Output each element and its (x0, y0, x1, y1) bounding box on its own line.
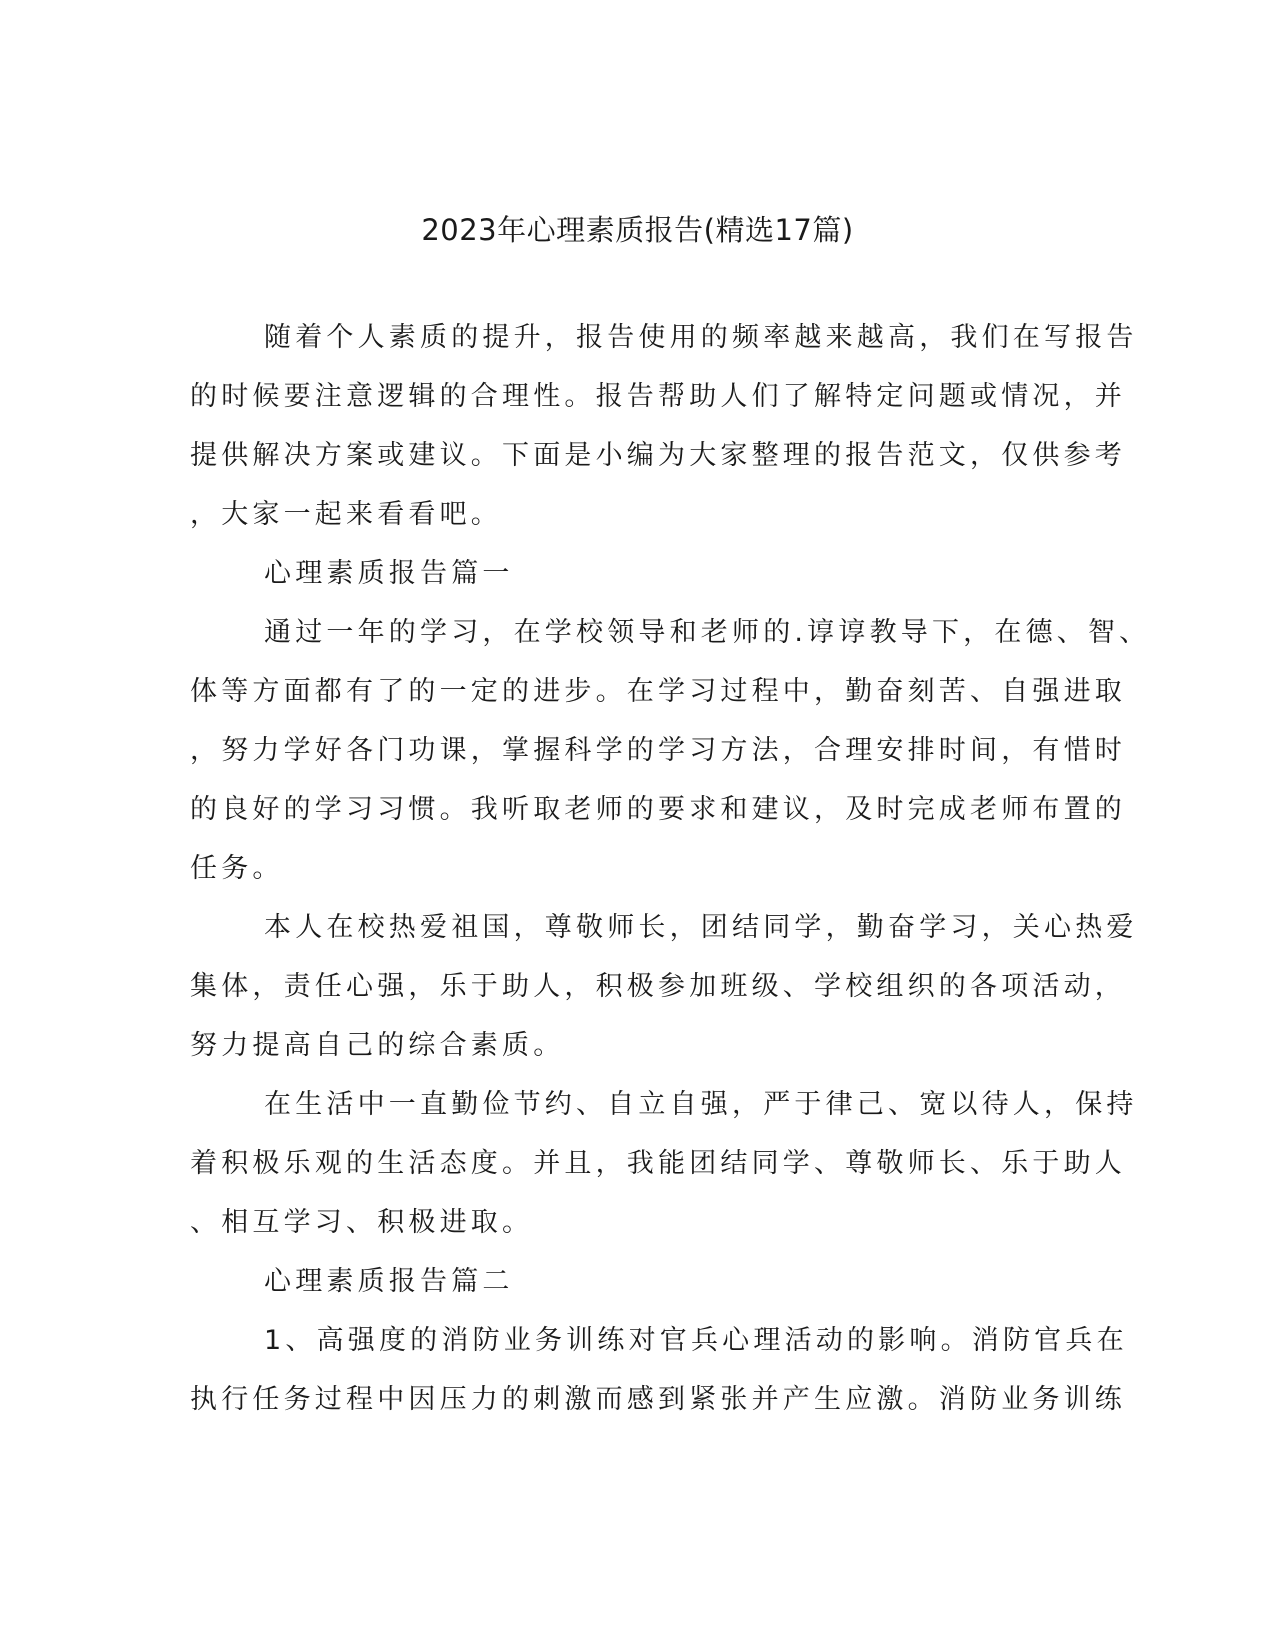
paragraph-1-line-5: 任务。 (190, 853, 284, 884)
paragraph-intro-line-3: 提供解决方案或建议。下面是小编为大家整理的报告范文，仅供参考 (190, 440, 1126, 471)
paragraph-2-line-2: 集体，责任心强，乐于助人，积极参加班级、学校组织的各项活动， (190, 971, 1126, 1002)
paragraph-4-line-2: 执行任务过程中因压力的刺激而感到紧张并产生应激。消防业务训练 (190, 1384, 1126, 1415)
section-heading-1: 心理素质报告篇一 (264, 558, 514, 589)
paragraph-3-line-2: 着积极乐观的生活态度。并且，我能团结同学、尊敬师长、乐于助人 (190, 1148, 1126, 1179)
paragraph-intro-line-1: 随着个人素质的提升，报告使用的频率越来越高，我们在写报告 (264, 322, 1138, 353)
paragraph-1-line-4: 的良好的学习习惯。我听取老师的要求和建议，及时完成老师布置的 (190, 794, 1126, 825)
paragraph-4-line-1: 1、高强度的消防业务训练对官兵心理活动的影响。消防官兵在 (264, 1325, 1128, 1356)
paragraph-3-line-1: 在生活中一直勤俭节约、自立自强，严于律己、宽以待人，保持 (264, 1089, 1138, 1120)
paragraph-intro-line-4: ，大家一起来看看吧。 (190, 499, 502, 530)
paragraph-intro-line-2: 的时候要注意逻辑的合理性。报告帮助人们了解特定问题或情况，并 (190, 381, 1126, 412)
document-title: 2023年心理素质报告(精选17篇) (421, 213, 854, 247)
paragraph-1-line-3: ，努力学好各门功课，掌握科学的学习方法，合理安排时间，有惜时 (190, 735, 1126, 766)
paragraph-1-line-2: 体等方面都有了的一定的进步。在学习过程中，勤奋刻苦、自强进取 (190, 676, 1126, 707)
section-heading-2: 心理素质报告篇二 (264, 1266, 514, 1297)
paragraph-2-line-3: 努力提高自己的综合素质。 (190, 1030, 565, 1061)
paragraph-3-line-3: 、相互学习、积极进取。 (190, 1207, 534, 1238)
paragraph-1-line-1: 通过一年的学习，在学校领导和老师的.谆谆教导下，在德、智、 (264, 617, 1151, 648)
paragraph-2-line-1: 本人在校热爱祖国，尊敬师长，团结同学，勤奋学习，关心热爱 (264, 912, 1138, 943)
